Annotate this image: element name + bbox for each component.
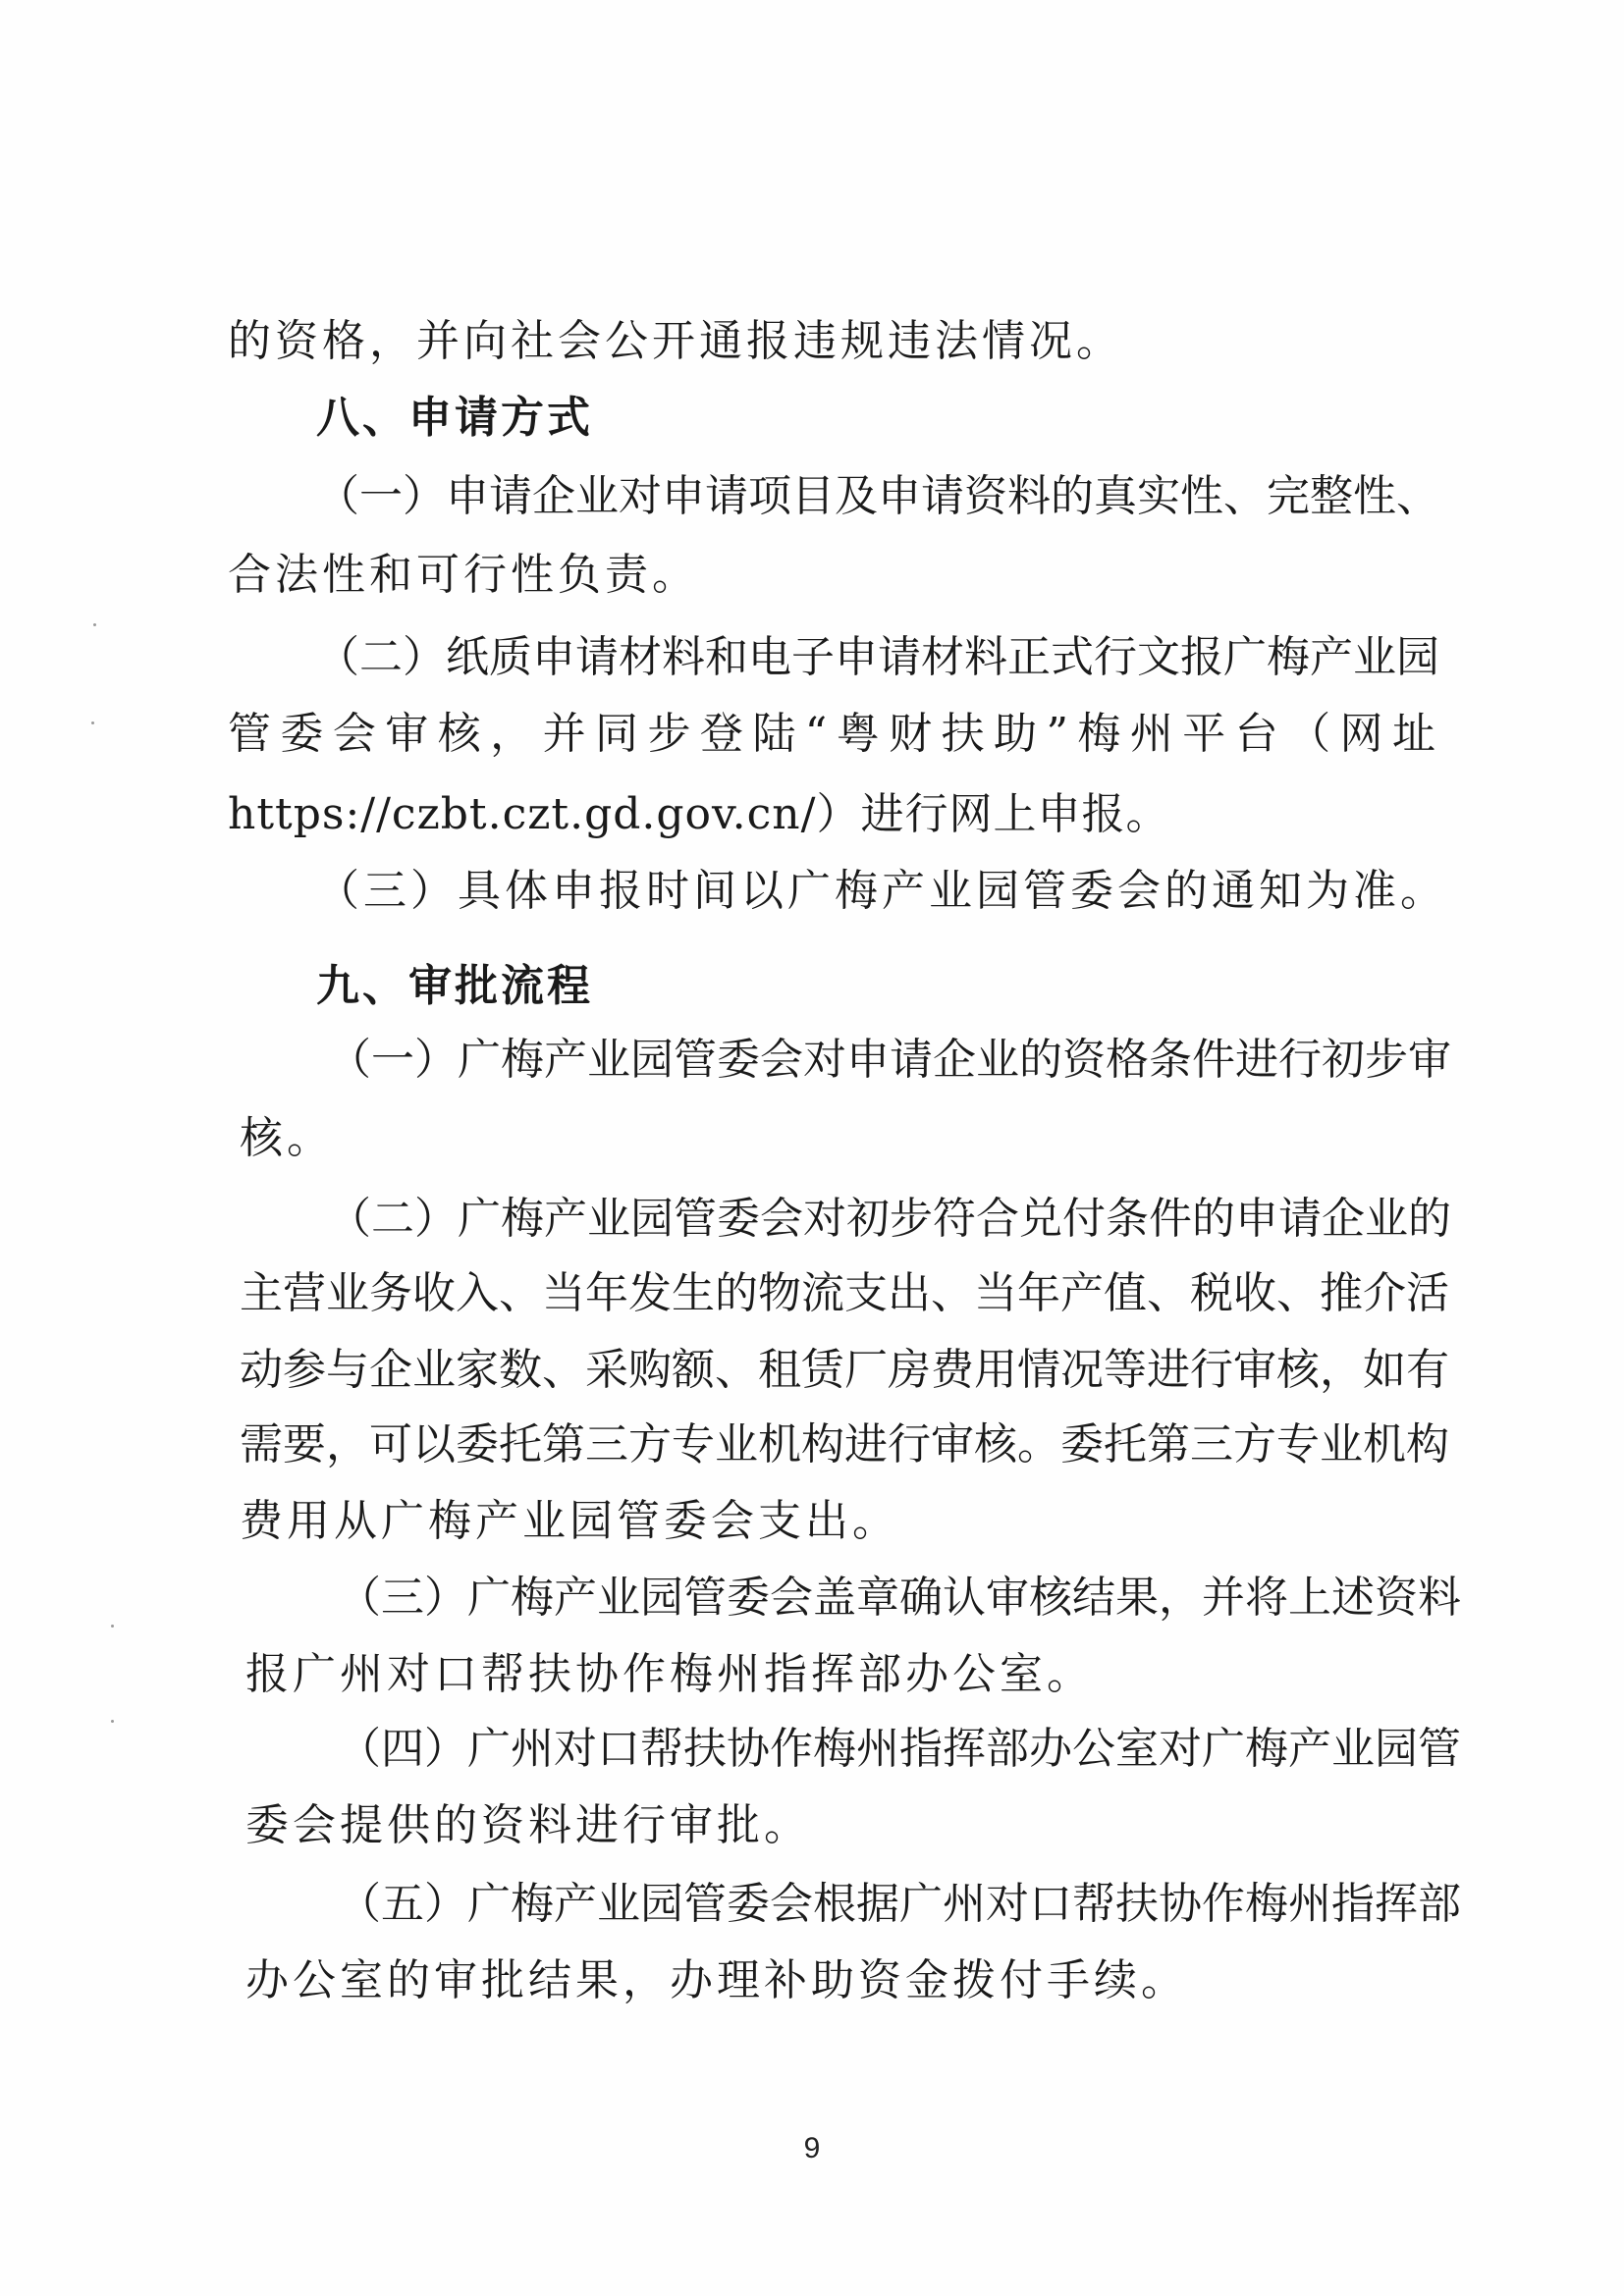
paragraph-line: （五）广梅产业园管委会根据广州对口帮扶协作梅州指挥部 — [338, 1879, 1461, 1929]
paragraph-line: 动参与企业家数、采购额、租赁厂房费用情况等进行审核，如有 — [240, 1345, 1449, 1395]
paragraph-line: https://czbt.czt.gd.gov.cn/）进行网上申报。 — [228, 789, 1170, 839]
paragraph-line: （三）具体申报时间以广梅产业园管委会的通知为准。 — [316, 866, 1447, 916]
page-number: 9 — [803, 2132, 821, 2164]
paragraph-line: 核。 — [240, 1113, 334, 1163]
section-heading: 九、审批流程 — [316, 961, 593, 1011]
paragraph-line: 主营业务收入、当年发生的物流支出、当年产值、税收、推介活 — [240, 1268, 1449, 1318]
paragraph-line: （一）广梅产业园管委会对申请企业的资格条件进行初步审 — [328, 1035, 1451, 1085]
paragraph-line: （四）广州对口帮扶协作梅州指挥部办公室对广梅产业园管 — [338, 1724, 1461, 1774]
paragraph-line: 办公室的审批结果，办理补助资金拨付手续。 — [245, 1955, 1188, 2005]
paragraph-line: （二）广梅产业园管委会对初步符合兑付条件的申请企业的 — [328, 1194, 1451, 1244]
paragraph-line: 报广州对口帮扶协作梅州指挥部办公室。 — [245, 1649, 1094, 1699]
scan-speck — [91, 721, 94, 724]
paragraph-line: 管委会审核，并同步登陆“粤财扶助”梅州平台（网址 — [228, 709, 1435, 759]
paragraph-line: （一）申请企业对申请项目及申请资料的真实性、完整性、 — [316, 471, 1439, 521]
paragraph-line: 需要，可以委托第三方专业机构进行审核。委托第三方专业机构 — [240, 1419, 1449, 1469]
paragraph-line: 费用从广梅产业园管委会支出。 — [240, 1496, 899, 1546]
scan-speck — [111, 1625, 114, 1628]
paragraph-line: （三）广梅产业园管委会盖章确认审核结果，并将上述资料 — [338, 1573, 1461, 1623]
scan-speck — [93, 623, 96, 626]
paragraph-line: 委会提供的资料进行审批。 — [245, 1800, 811, 1850]
paragraph-line: 合法性和可行性负责。 — [228, 550, 699, 600]
paragraph-line: （二）纸质申请材料和电子申请材料正式行文报广梅产业园 — [316, 632, 1439, 682]
section-heading: 八、申请方式 — [316, 393, 593, 443]
scan-speck — [111, 1720, 114, 1723]
paragraph-line: 的资格，并向社会公开通报违规违法情况。 — [228, 316, 1123, 366]
